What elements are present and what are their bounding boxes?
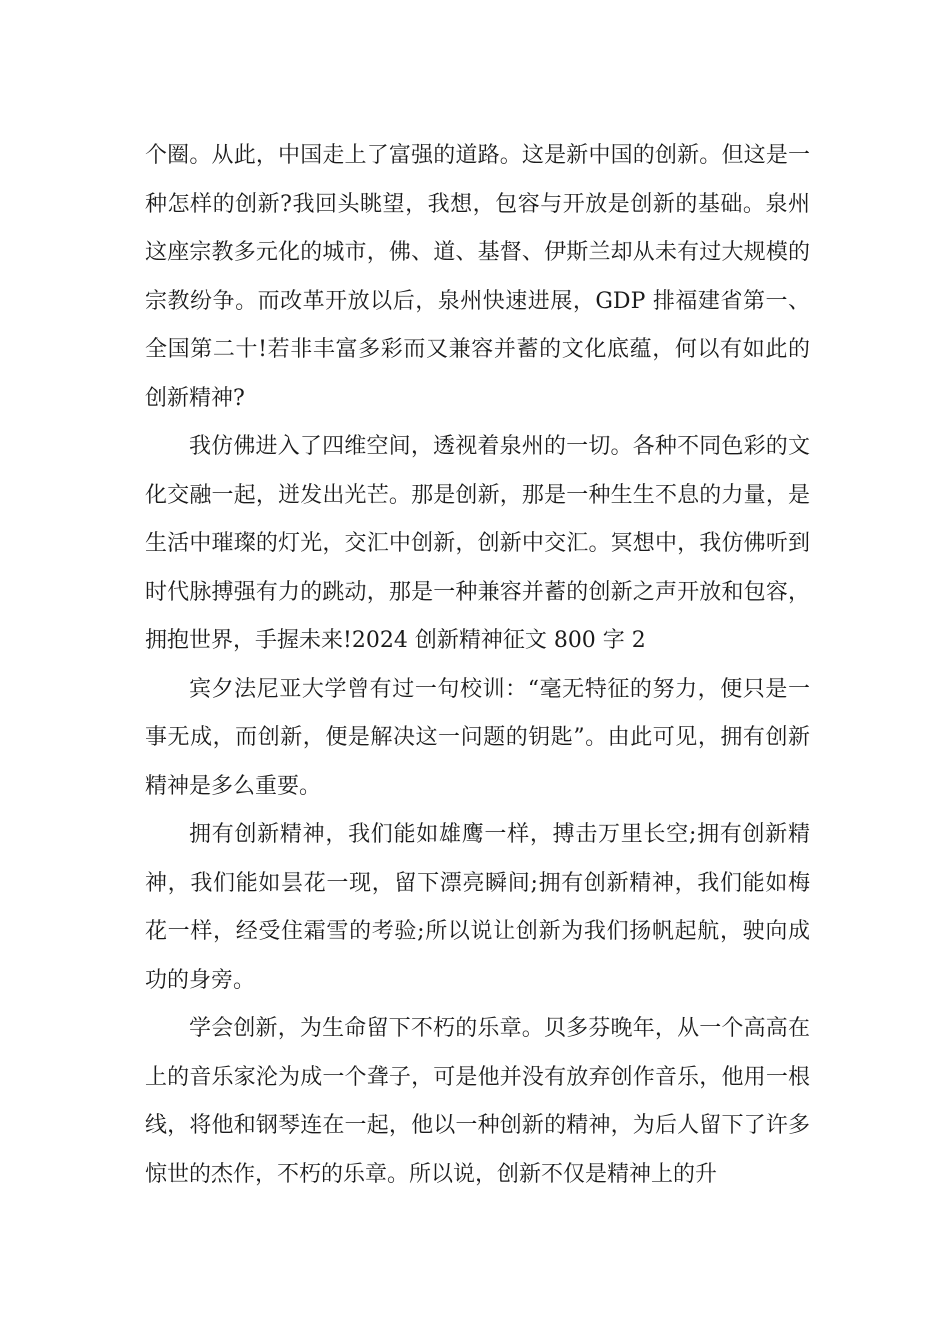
- document-body: [145, 132, 810, 1199]
- paragraph-4: 拥有创新精神，我们能如雄鹰一样，搏击万里长空;拥有创新精神，我们能如昙花一现，留下漂亮瞬间;拥有创新精神，我们能如梅花一样，经受住霜雪的考验;所以说让创新为我们扬帆起航，驶向成功的身旁。: [145, 822, 810, 993]
- paragraph-2: 我仿佛进入了四维空间，透视着泉州的一切。各种不同色彩的文化交融一起，迸发出光芒。那是创新，那是一种生生不息的力量，是生活中璀璨的灯光，交汇中创新，创新中交汇。冥想中，我仿佛听到时代脉搏强有力的跳动，那是一种兼容并蓄的创新之声开放和包容，拥抱世界，手握未来!2024 创新精神征文 800 字 2: [145, 434, 810, 653]
- paragraph-1: 个圈。从此，中国走上了富强的道路。这是新中国的创新。但这是一种怎样的创新?我回头眺望，我想，包容与开放是创新的基础。泉州这座宗教多元化的城市，佛、道、基督、伊斯兰却从未有过大规模的宗教纷争。而改革开放以后，泉州快速进展，GDP 排福建省第一、全国第二十!若非丰富多彩而又兼容并蓄的文化底蕴，何以有如此的创新精神?: [145, 143, 810, 411]
- paragraph-3: 宾夕法尼亚大学曾有过一句校训：“毫无特征的努力，便只是一事无成，而创新，便是解决这一问题的钥匙”。由此可见，拥有创新精神是多么重要。: [145, 676, 810, 799]
- paragraph-5: 学会创新，为生命留下不朽的乐章。贝多芬晚年，从一个高高在上的音乐家沦为成一个聋子，可是他并没有放弃创作音乐，他用一根线，将他和钢琴连在一起，他以一种创新的精神，为后人留下了许多惊世的杰作，不朽的乐章。所以说，创新不仅是精神上的升: [145, 1016, 810, 1187]
